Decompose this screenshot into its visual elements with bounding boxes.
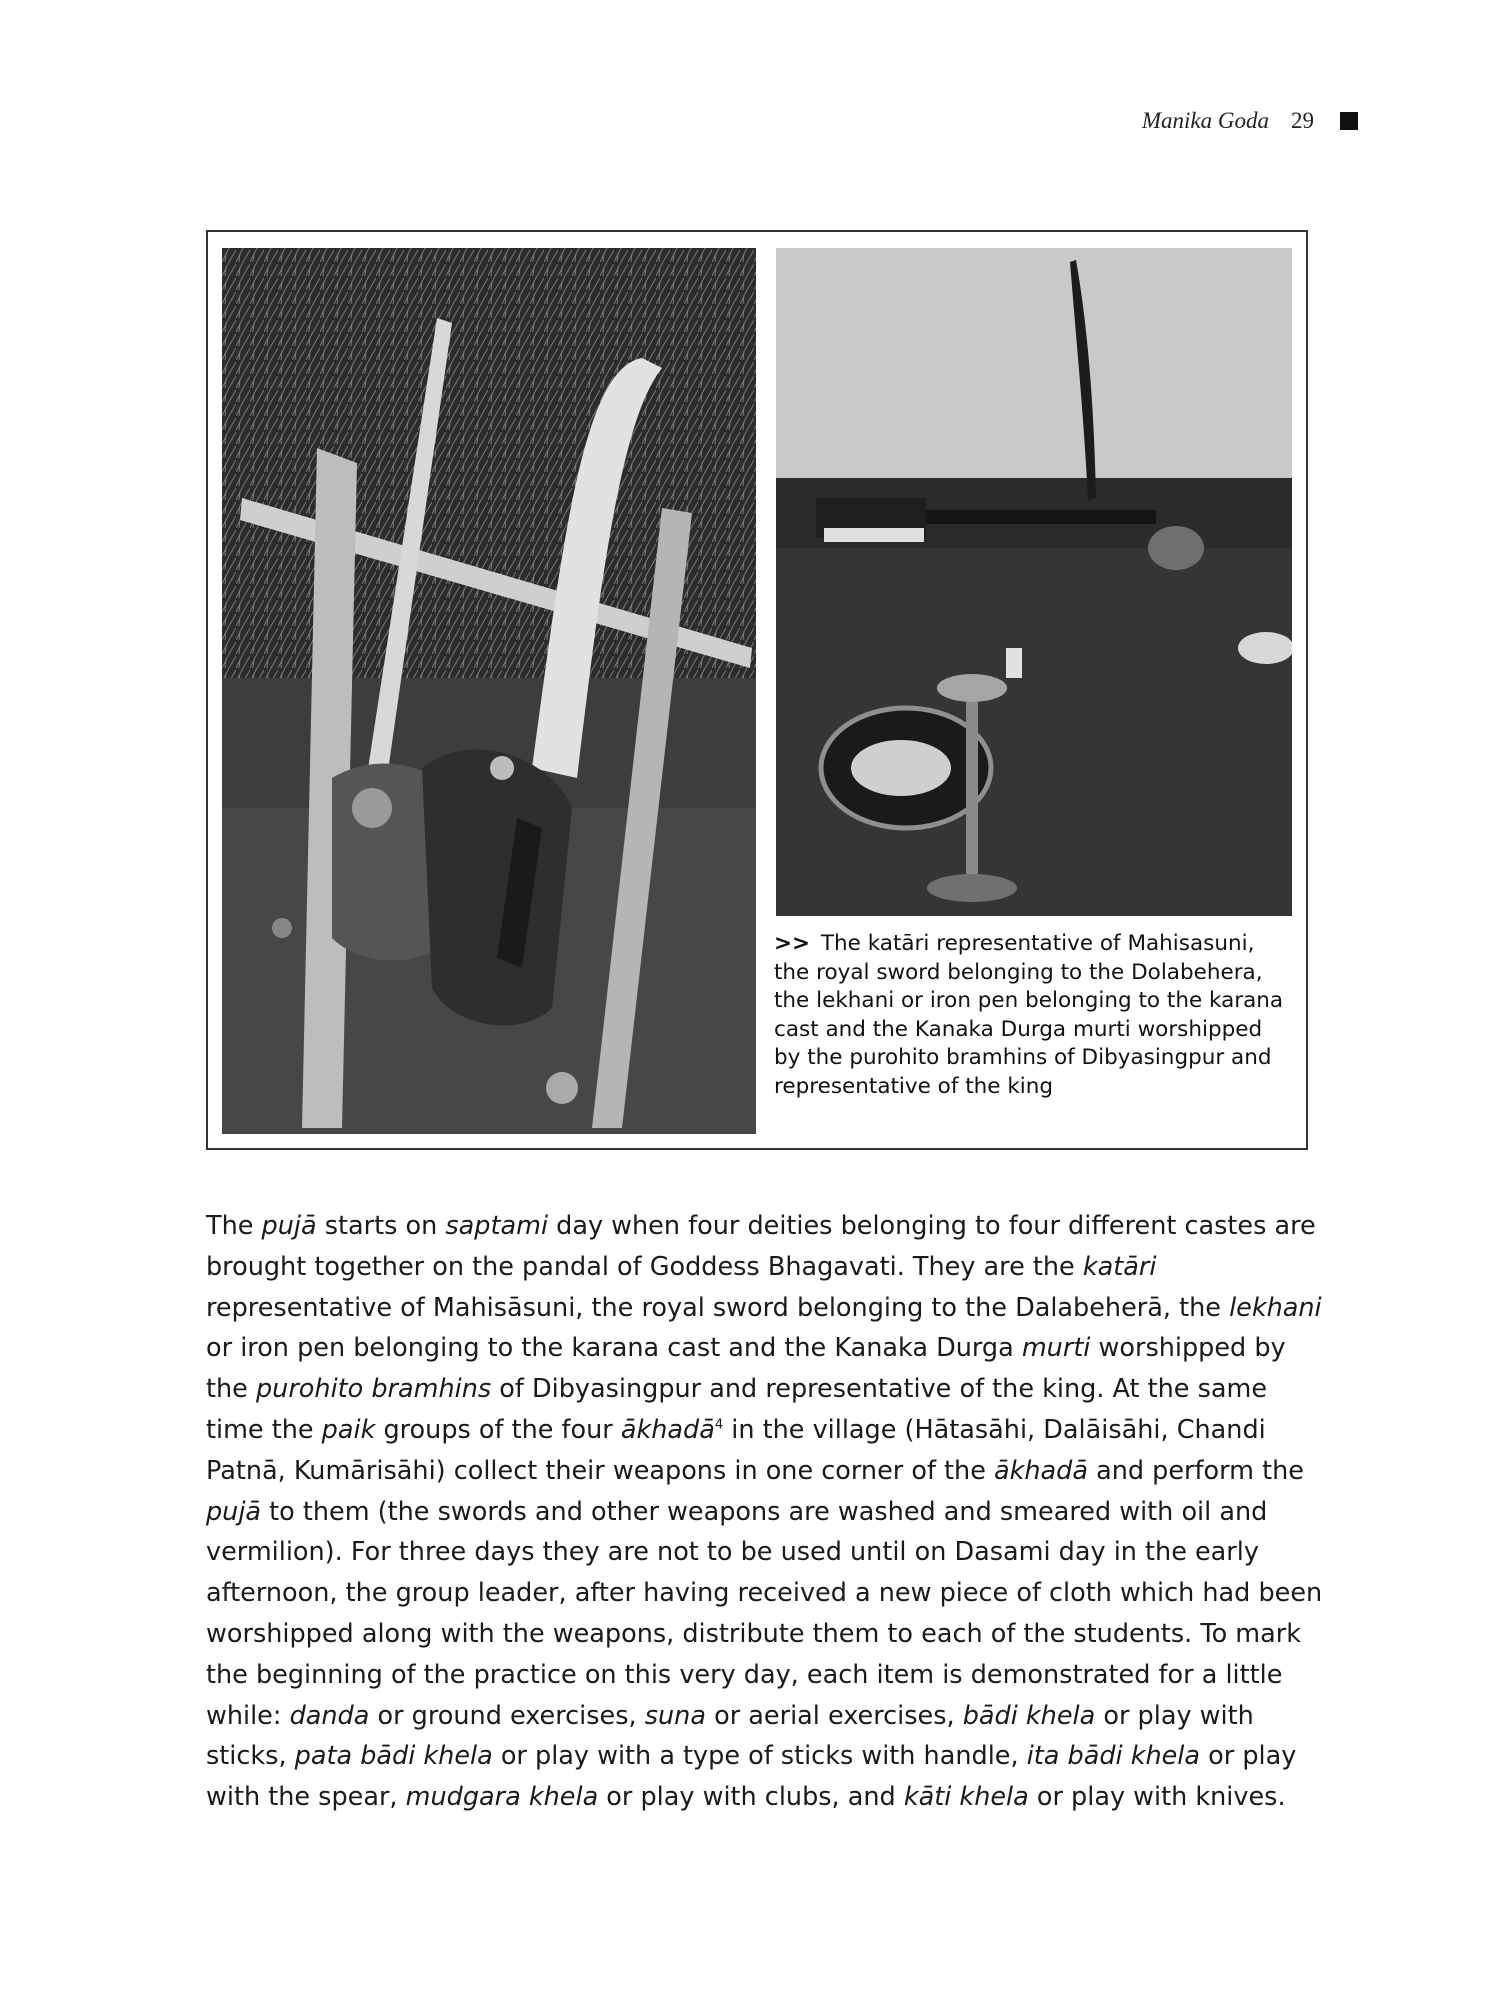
- text-run: or play with knives.: [1028, 1782, 1286, 1813]
- footnote-marker: 4: [714, 1417, 724, 1433]
- square-icon: [1340, 112, 1358, 130]
- figure-caption: [774, 930, 1294, 1101]
- italic-term: purohito bramhins: [255, 1374, 492, 1405]
- caption-text: The katāri representative of Mahisasuni, the royal sword belonging to the Dolabehera, the lekhani or iron pen belonging to the karana cast and the Kanaka Durga murti worshipped by the purohito bramhins of Dibyasingpur and representative of the king: [774, 931, 1284, 1099]
- italic-term: suna: [644, 1700, 706, 1731]
- page-number: 29: [1291, 108, 1314, 133]
- text-run: or play with the spear,: [206, 1741, 1297, 1813]
- italic-term: mudgara khela: [405, 1782, 599, 1813]
- photo-altar-image: [776, 248, 1292, 916]
- text-run: or aerial exercises,: [705, 1700, 963, 1731]
- photo-altar: [776, 248, 1292, 916]
- text-run: or play with sticks,: [206, 1700, 1254, 1772]
- photo-weapons-shrine: [222, 248, 756, 1134]
- running-header: [1142, 108, 1358, 134]
- italic-term: danda: [289, 1700, 370, 1731]
- text-run: groups of the four: [375, 1414, 621, 1445]
- italic-term: ita bādi khela: [1026, 1741, 1201, 1772]
- text-run: worshipped by the: [206, 1333, 1286, 1405]
- italic-term: paik: [321, 1414, 376, 1445]
- italic-term: pujā: [261, 1211, 317, 1241]
- text-run: The: [206, 1211, 262, 1241]
- italic-term: katāri: [1082, 1251, 1157, 1282]
- text-run: to them (the swords and other weapons are washed and smeared with oil and vermilion). For three days they are not to be used until on Dasami day in the early afternoon, the group leader, after having received a new piece of cloth which had been worshipped along with the weapons, distribute them to each of the students. To mark the beginning of the practice on this very day, each item is demonstrated for a little while:: [206, 1496, 1323, 1731]
- running-title: Manika Goda: [1141, 108, 1269, 133]
- text-run: day when four deities belonging to four different castes are brought together on the pandal of Goddess Bhagavati. They are the: [206, 1211, 1316, 1282]
- text-run: starts on: [316, 1211, 446, 1241]
- italic-term: bādi khela: [962, 1700, 1096, 1731]
- italic-term: kāti khela: [903, 1782, 1029, 1813]
- text-run: of Dibyasingpur and representative of the king. At the same time the: [206, 1374, 1268, 1445]
- text-run: or play with a type of sticks with handle,: [492, 1741, 1027, 1772]
- text-run: representative of Mahisāsuni, the royal sword belonging to the Dalabeherā, the: [206, 1292, 1230, 1323]
- text-run: or ground exercises,: [369, 1700, 645, 1731]
- figure-frame: [206, 230, 1308, 1150]
- italic-term: pujā: [206, 1496, 262, 1527]
- text-run: or iron pen belonging to the karana cast and the Kanaka Durga: [206, 1333, 1022, 1364]
- paragraph: [206, 1206, 1326, 1818]
- photo-weapons-shrine-image: [222, 248, 756, 1134]
- italic-term: lekhani: [1229, 1292, 1322, 1323]
- italic-term: ākhadā: [620, 1414, 715, 1445]
- text-run: and perform the: [1088, 1455, 1304, 1486]
- italic-term: saptami: [445, 1211, 549, 1241]
- italic-term: ākhadā: [994, 1455, 1088, 1486]
- italic-term: pata bādi khela: [294, 1741, 493, 1772]
- text-run: in the village (Hātasāhi, Dalāisāhi, Chandi Patnā, Kumārisāhi) collect their weapons in one corner of the: [206, 1414, 1266, 1486]
- italic-term: murti: [1021, 1333, 1091, 1364]
- text-run: or play with clubs, and: [598, 1782, 904, 1813]
- caption-marker: >>: [774, 931, 811, 956]
- body-paragraph: [206, 1206, 1326, 1818]
